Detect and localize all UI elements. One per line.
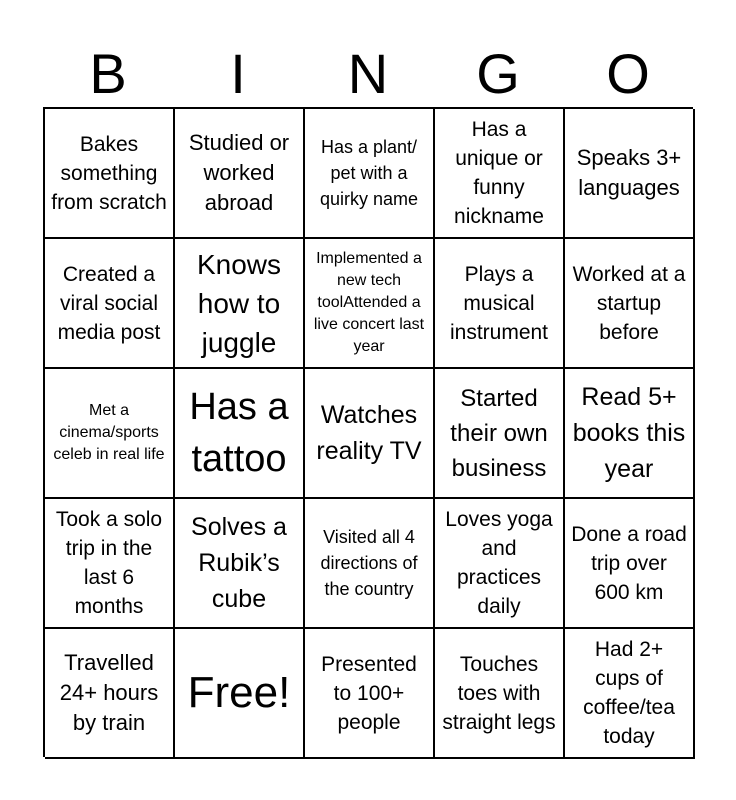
- bingo-cell[interactable]: Knows how to juggle: [175, 239, 305, 369]
- bingo-cell-free[interactable]: Free!: [175, 629, 305, 759]
- bingo-cell[interactable]: Speaks 3+ languages: [565, 109, 695, 239]
- bingo-cell[interactable]: Plays a musical instrument: [435, 239, 565, 369]
- bingo-cell[interactable]: Solves a Rubik’s cube: [175, 499, 305, 629]
- bingo-header: [43, 40, 693, 108]
- bingo-cell[interactable]: Visited all 4 directions of the country: [305, 499, 435, 629]
- bingo-cell[interactable]: Bakes something from scratch: [45, 109, 175, 239]
- header-letter-o: O: [606, 42, 650, 105]
- header-letter-n: N: [347, 42, 389, 105]
- header-letter-b: B: [89, 42, 127, 105]
- bingo-cell[interactable]: Read 5+ books this year: [565, 369, 695, 499]
- bingo-cell[interactable]: Watches reality TV: [305, 369, 435, 499]
- bingo-cell[interactable]: Has a unique or funny nickname: [435, 109, 565, 239]
- bingo-cell[interactable]: Studied or worked abroad: [175, 109, 305, 239]
- header-letter-g: G: [476, 42, 520, 105]
- bingo-cell[interactable]: Has a tattoo: [175, 369, 305, 499]
- bingo-cell[interactable]: Had 2+ cups of coffee/tea today: [565, 629, 695, 759]
- bingo-cell[interactable]: Touches toes with straight legs: [435, 629, 565, 759]
- bingo-cell[interactable]: Took a solo trip in the last 6 months: [45, 499, 175, 629]
- bingo-cell[interactable]: Worked at a startup before: [565, 239, 695, 369]
- bingo-cell[interactable]: Started their own business: [435, 369, 565, 499]
- bingo-cell[interactable]: Presented to 100+ people: [305, 629, 435, 759]
- bingo-cell[interactable]: Has a plant/ pet with a quirky name: [305, 109, 435, 239]
- bingo-cell[interactable]: Done a road trip over 600 km: [565, 499, 695, 629]
- bingo-cell[interactable]: Loves yoga and practices daily: [435, 499, 565, 629]
- bingo-grid: [43, 107, 693, 757]
- bingo-cell[interactable]: Travelled 24+ hours by train: [45, 629, 175, 759]
- bingo-cell[interactable]: Met a cinema/sports celeb in real life: [45, 369, 175, 499]
- header-letter-i: I: [230, 42, 246, 105]
- bingo-cell[interactable]: Implemented a new tech toolAttended a live concert last year: [305, 239, 435, 369]
- bingo-cell[interactable]: Created a viral social media post: [45, 239, 175, 369]
